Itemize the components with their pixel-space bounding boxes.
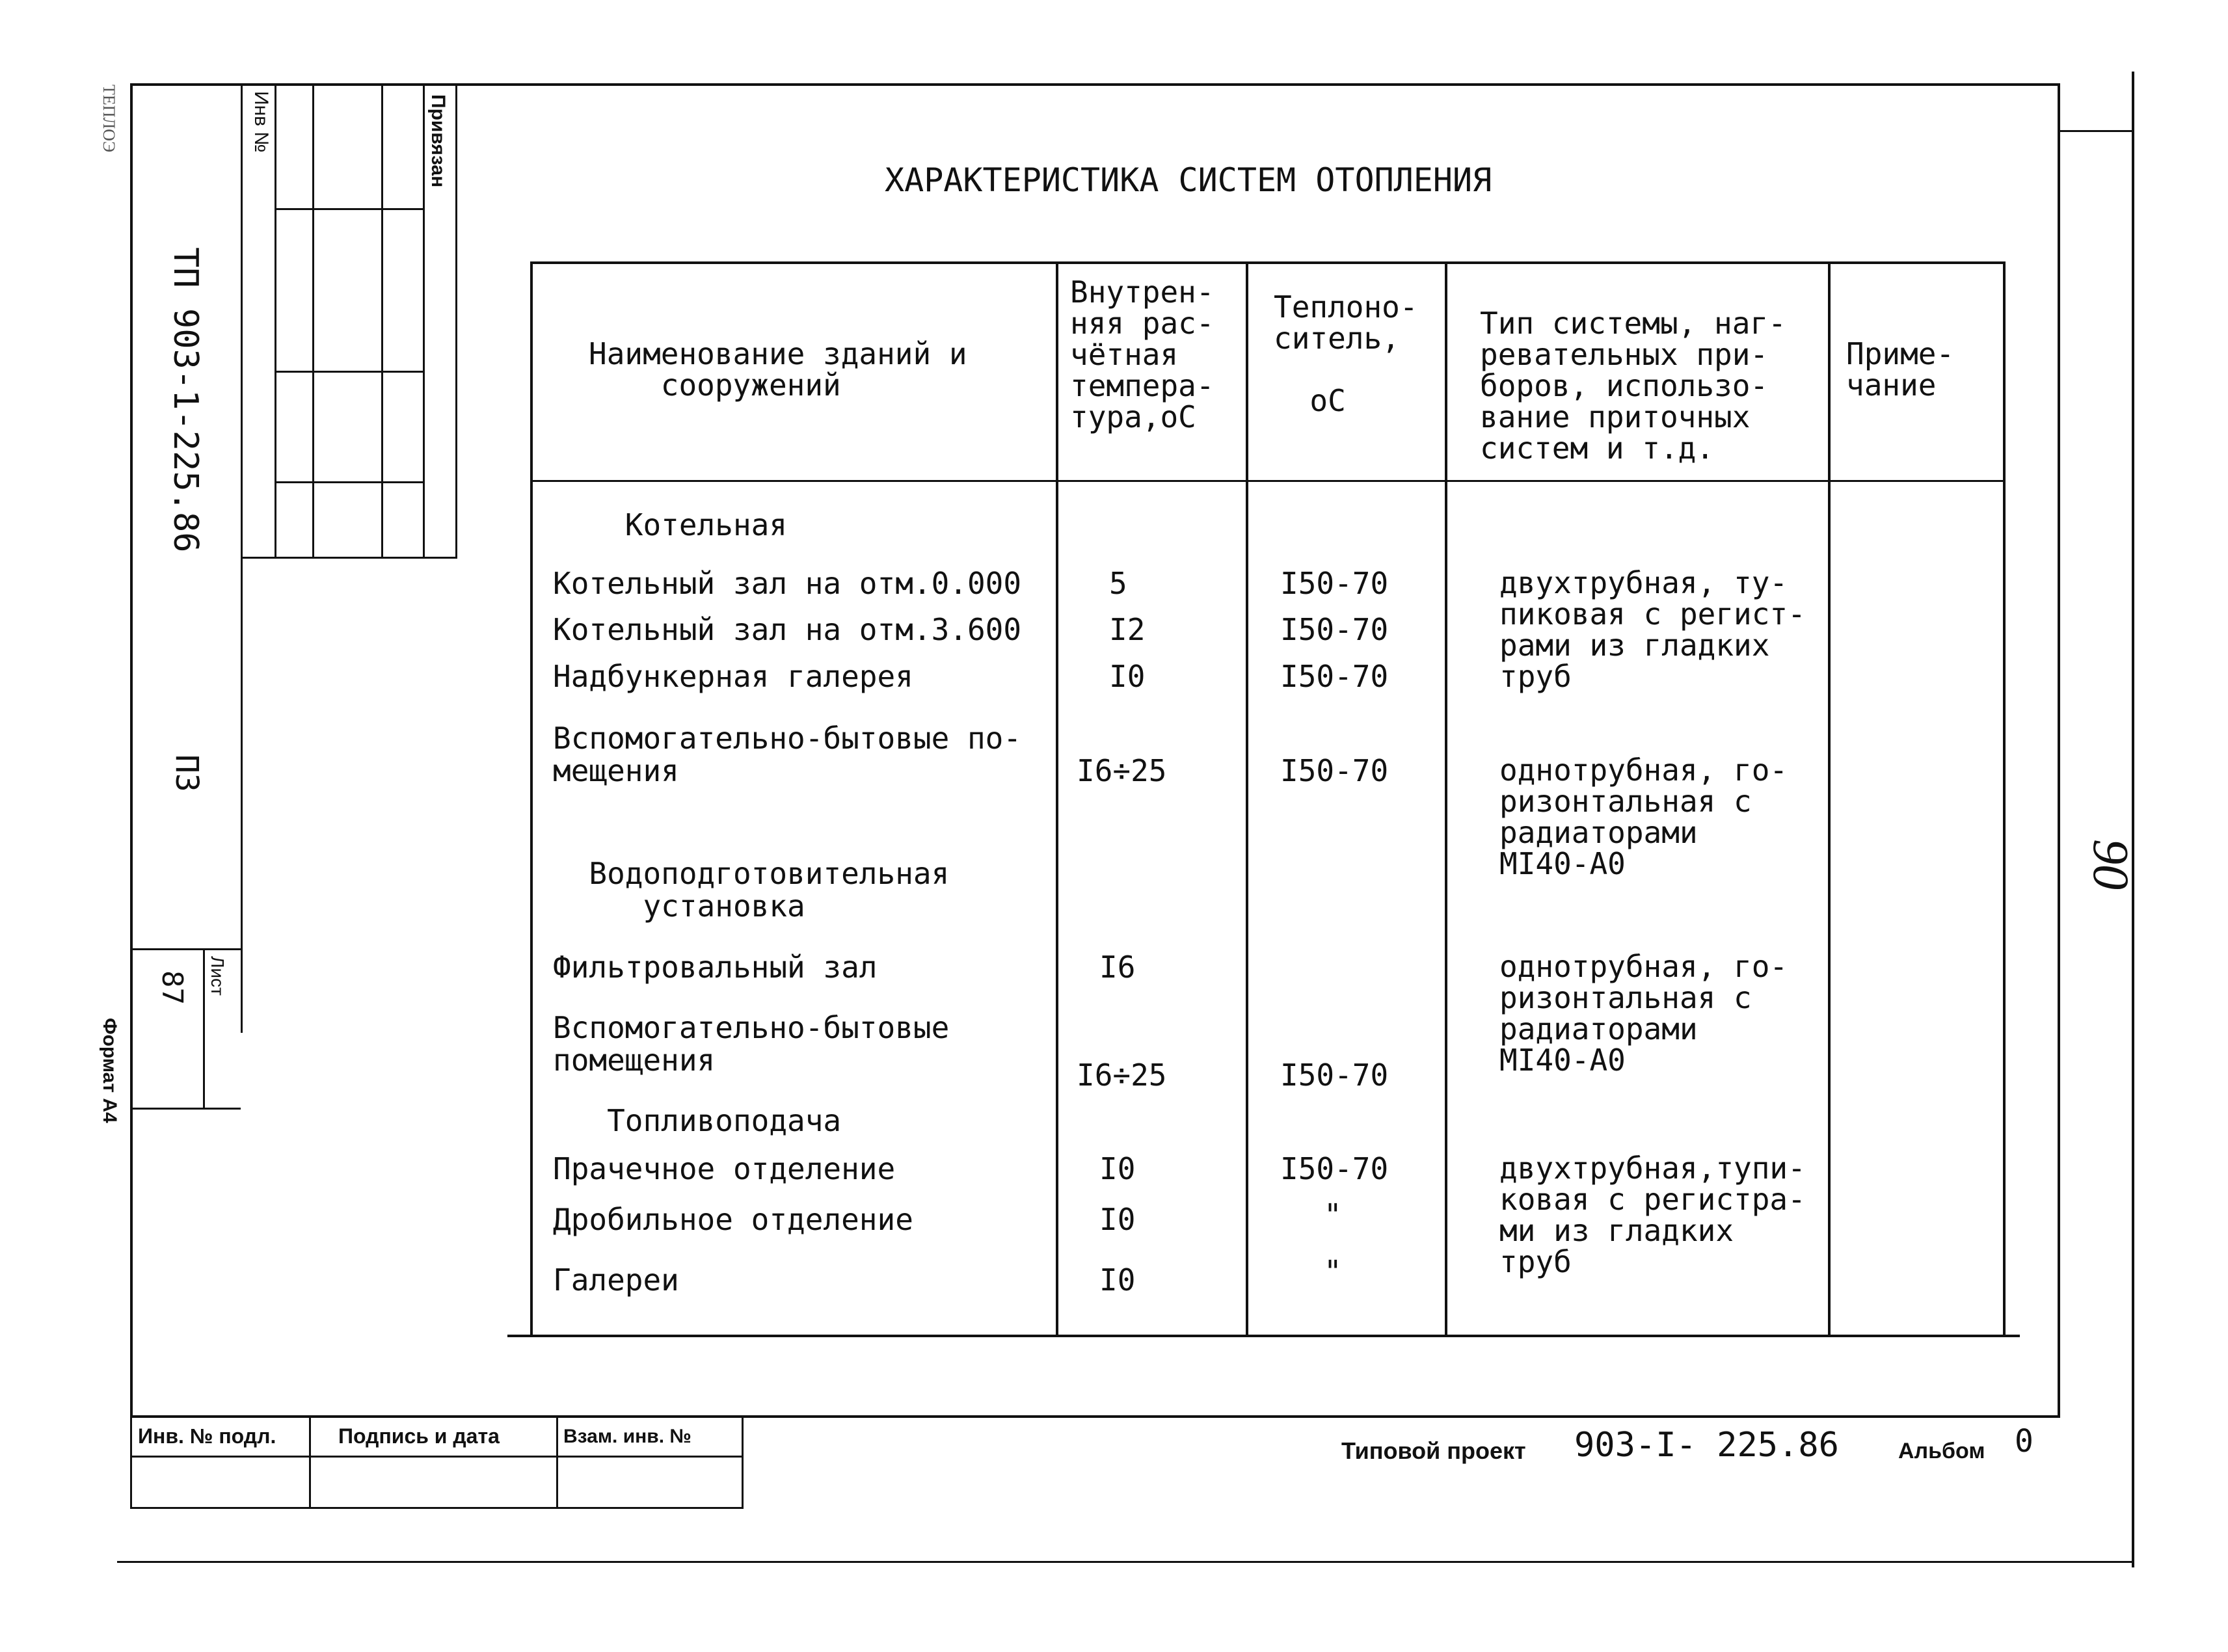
side-top-text: ТЕПЛОЭ xyxy=(100,85,118,153)
row-carrier: " xyxy=(1324,1254,1342,1289)
bottom-stamp-col xyxy=(309,1418,311,1509)
header-carrier: Теплоно- ситель, оС xyxy=(1274,289,1418,418)
row-temperature: I6 xyxy=(1099,950,1136,985)
row-system-type: двухтрубная,тупи- ковая с регистра- ми из гладких труб xyxy=(1499,1151,1806,1279)
project-code: 903-I- 225.86 xyxy=(1574,1426,1839,1465)
frame-right-line xyxy=(2058,83,2060,1417)
outer-right-line xyxy=(2132,72,2134,1567)
inv-podl-label: Инв. № подл. xyxy=(138,1424,276,1448)
format-label: Формат А4 xyxy=(99,1018,120,1123)
replaced-inv-label: Взам. инв. № xyxy=(563,1426,691,1447)
row-carrier: I50-70 xyxy=(1280,1151,1389,1186)
inv-label: Инв № xyxy=(250,91,272,153)
header-temperature: Внутрен- няя рас- чётная темпера- тура,оС xyxy=(1070,274,1215,434)
row-name: Вспомогательно-бытовые помещения xyxy=(553,1010,950,1078)
side-stamp-col xyxy=(312,83,314,558)
side-stamp-col xyxy=(241,83,243,558)
sheet-label: Лист xyxy=(208,956,228,996)
side-stamp-vline xyxy=(241,558,243,1033)
sheet-box-mid xyxy=(203,948,205,1108)
table-header-line xyxy=(530,480,2006,482)
side-stamp-col xyxy=(275,83,276,558)
side-stamp-col xyxy=(423,83,425,558)
album-number: 0 xyxy=(2015,1423,2033,1459)
table-top-line xyxy=(530,261,2006,264)
bottom-stamp-col xyxy=(556,1418,558,1509)
row-system-type: двухтрубная, ту- пиковая с регист- рами из гладких труб xyxy=(1499,565,1806,694)
bottom-stamp-col xyxy=(742,1418,744,1509)
document-code: ТП 903-1-225.86 xyxy=(166,247,205,553)
row-system-type: однотрубная, го- ризонтальная с радиаторами МI40-А0 xyxy=(1499,753,1788,881)
side-stamp-row xyxy=(275,371,423,373)
row-name: Надбункерная галерея xyxy=(553,659,913,694)
side-stamp-row xyxy=(241,557,457,559)
header-system-type: Тип системы, наг- ревательных при- боров, использо- вание приточных систем и т.д. xyxy=(1480,306,1786,466)
table-col-line xyxy=(1056,261,1058,1336)
table-col-line xyxy=(2003,261,2006,1336)
row-temperature: I0 xyxy=(1099,1202,1136,1237)
row-name: Котельный зал на отм.0.000 xyxy=(553,566,1022,601)
row-carrier: I50-70 xyxy=(1280,659,1389,694)
signature-date-label: Подпись и дата xyxy=(338,1424,500,1448)
section-code: ПЗ xyxy=(168,754,205,792)
bottom-stamp-left xyxy=(130,1418,132,1509)
row-carrier: I50-70 xyxy=(1280,753,1389,788)
side-stamp-col xyxy=(381,83,383,558)
row-temperature: I0 xyxy=(1099,1151,1136,1186)
row-name: Галереи xyxy=(553,1262,679,1298)
sheet-box-top xyxy=(130,948,241,950)
row-temperature: 5 xyxy=(1109,566,1127,601)
side-stamp-row xyxy=(275,208,423,210)
header-note: Приме- чание xyxy=(1846,336,1955,403)
bottom-stamp-row xyxy=(130,1456,744,1458)
row-carrier: I50-70 xyxy=(1280,612,1389,647)
table-col-line xyxy=(1828,261,1831,1336)
row-carrier: " xyxy=(1324,1197,1342,1232)
table-col-line xyxy=(530,261,533,1336)
table-col-line xyxy=(1246,261,1248,1336)
row-name: Дробильное отделение xyxy=(553,1202,913,1237)
page-number: 90 xyxy=(2083,839,2140,890)
row-temperature: I6÷25 xyxy=(1077,753,1167,788)
row-name: Прачечное отделение xyxy=(553,1151,896,1186)
album-label: Альбом xyxy=(1898,1439,1985,1463)
row-name: Фильтровальный зал xyxy=(553,950,878,985)
row-temperature: I2 xyxy=(1109,612,1146,647)
table-bottom-line xyxy=(507,1335,2020,1337)
row-temperature: I0 xyxy=(1099,1262,1136,1298)
row-name: Топливоподача xyxy=(553,1103,842,1138)
outer-bottom-line xyxy=(117,1561,2134,1563)
sheet-number: 87 xyxy=(155,970,189,1005)
side-stamp-col xyxy=(455,83,457,558)
side-stamp xyxy=(130,83,462,1026)
row-name: Котельная xyxy=(553,507,788,542)
row-name: Вспомогательно-бытовые по- мещения xyxy=(553,721,1022,788)
row-name: Котельный зал на отм.3.600 xyxy=(553,612,1022,647)
row-carrier: I50-70 xyxy=(1280,1058,1389,1093)
row-system-type: однотрубная, го- ризонтальная с радиаторами МI40-А0 xyxy=(1499,949,1788,1078)
header-name: Наименование зданий и сооружений xyxy=(589,336,967,403)
page-title: ХАРАКТЕРИСТИКА СИСТЕМ ОТОПЛЕНИЯ xyxy=(885,161,1492,199)
row-temperature: I0 xyxy=(1109,659,1146,694)
sheet-box-bottom xyxy=(130,1108,241,1110)
outer-right-tick xyxy=(2060,130,2133,132)
row-temperature: I6÷25 xyxy=(1077,1058,1167,1093)
side-stamp-row xyxy=(275,481,423,483)
table-col-line xyxy=(1445,261,1447,1336)
row-carrier: I50-70 xyxy=(1280,566,1389,601)
bottom-stamp-row xyxy=(130,1507,744,1509)
project-label: Типовой проект xyxy=(1341,1437,1526,1464)
row-name: Водоподготовительная установка xyxy=(589,856,950,924)
bound-label: Привязан xyxy=(427,94,449,188)
